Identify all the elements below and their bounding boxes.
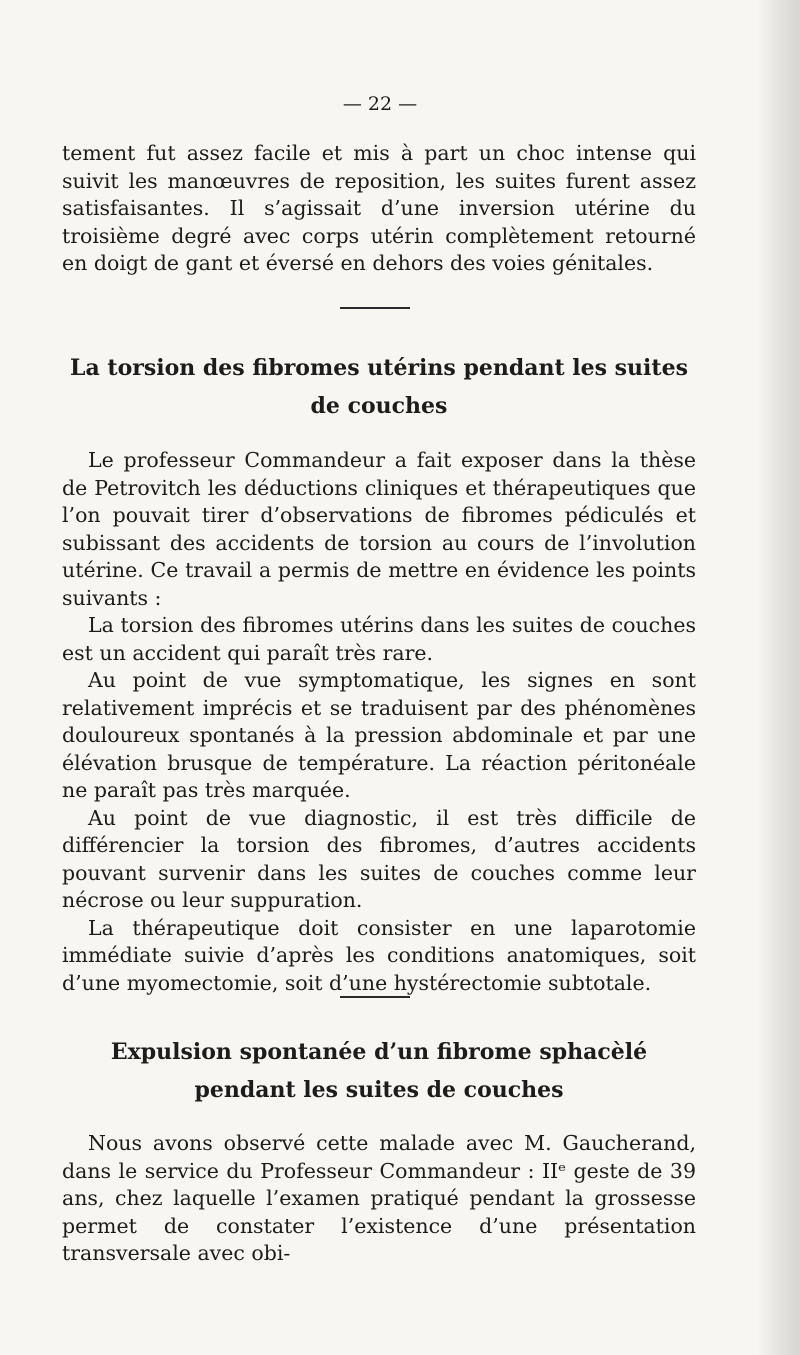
section2-body	[62, 1130, 696, 1268]
section2-heading-line1: Expulsion spontanée d’un fibrome sphacèlé	[110, 1039, 648, 1065]
section2-heading-line2: pendant les suites de couches	[194, 1077, 564, 1103]
section1-paragraph: Au point de vue diagnostic, il est très difficile de différencier la torsion des fibromes, d’autres accidents pouvant survenir dans les suites de couches comme leur nécrose ou leur suppuration.	[62, 805, 696, 912]
intro-paragraph-block	[62, 140, 696, 278]
section1-body	[62, 447, 696, 997]
section2-paragraph: Nous avons observé cette malade avec M. Gaucherand, dans le service du Professeur Commandeur : IIᵉ geste de 39 ans, chez laquelle l’examen pratiqué pendant la grossesse permet de constater l’existence d’une présentation transversale avec obi-	[62, 1131, 696, 1265]
section1-heading-line2: de couches	[310, 393, 448, 419]
section1-heading-line1: La torsion des fibromes utérins pendant les suites	[70, 355, 688, 381]
section2-heading	[62, 1033, 696, 1109]
section1-heading	[62, 349, 696, 425]
section1-paragraph: Le professeur Commandeur a fait exposer dans la thèse de Petrovitch les déductions cliniques et thérapeutiques que l’on pouvait tirer d’observations de fibromes pédiculés et subissant des accidents de torsion au cours de l’involution utérine. Ce travail a permis de mettre en évidence les points suivants :	[62, 448, 696, 610]
section-divider-1	[340, 307, 410, 309]
page-number: — 22 —	[342, 93, 418, 115]
intro-paragraph: tement fut assez facile et mis à part un choc intense qui suivit les manœuvres de reposition, les suites furent assez satisfaisantes. Il s’agissait d’une inversion utérine du troisième degré avec corps utérin complètement retourné en doigt de gant et éversé en dehors des voies génitales.	[62, 141, 696, 275]
section1-paragraph: La thérapeutique doit consister en une laparotomie immédiate suivie d’après les conditions anatomiques, soit d’une myomectomie, soit d’une hystérectomie subtotale.	[62, 915, 696, 995]
section1-paragraph: Au point de vue symptomatique, les signes en sont relativement imprécis et se traduisent par des phénomènes douloureux spontanés à la pression abdominale et par une élévation brusque de température. La réaction péritonéale ne paraît pas très marquée.	[62, 668, 696, 802]
page-edge-shadow	[756, 0, 800, 1355]
section1-paragraph: La torsion des fibromes utérins dans les suites de couches est un accident qui paraît très rare.	[62, 613, 696, 665]
section-divider-2	[340, 996, 410, 998]
